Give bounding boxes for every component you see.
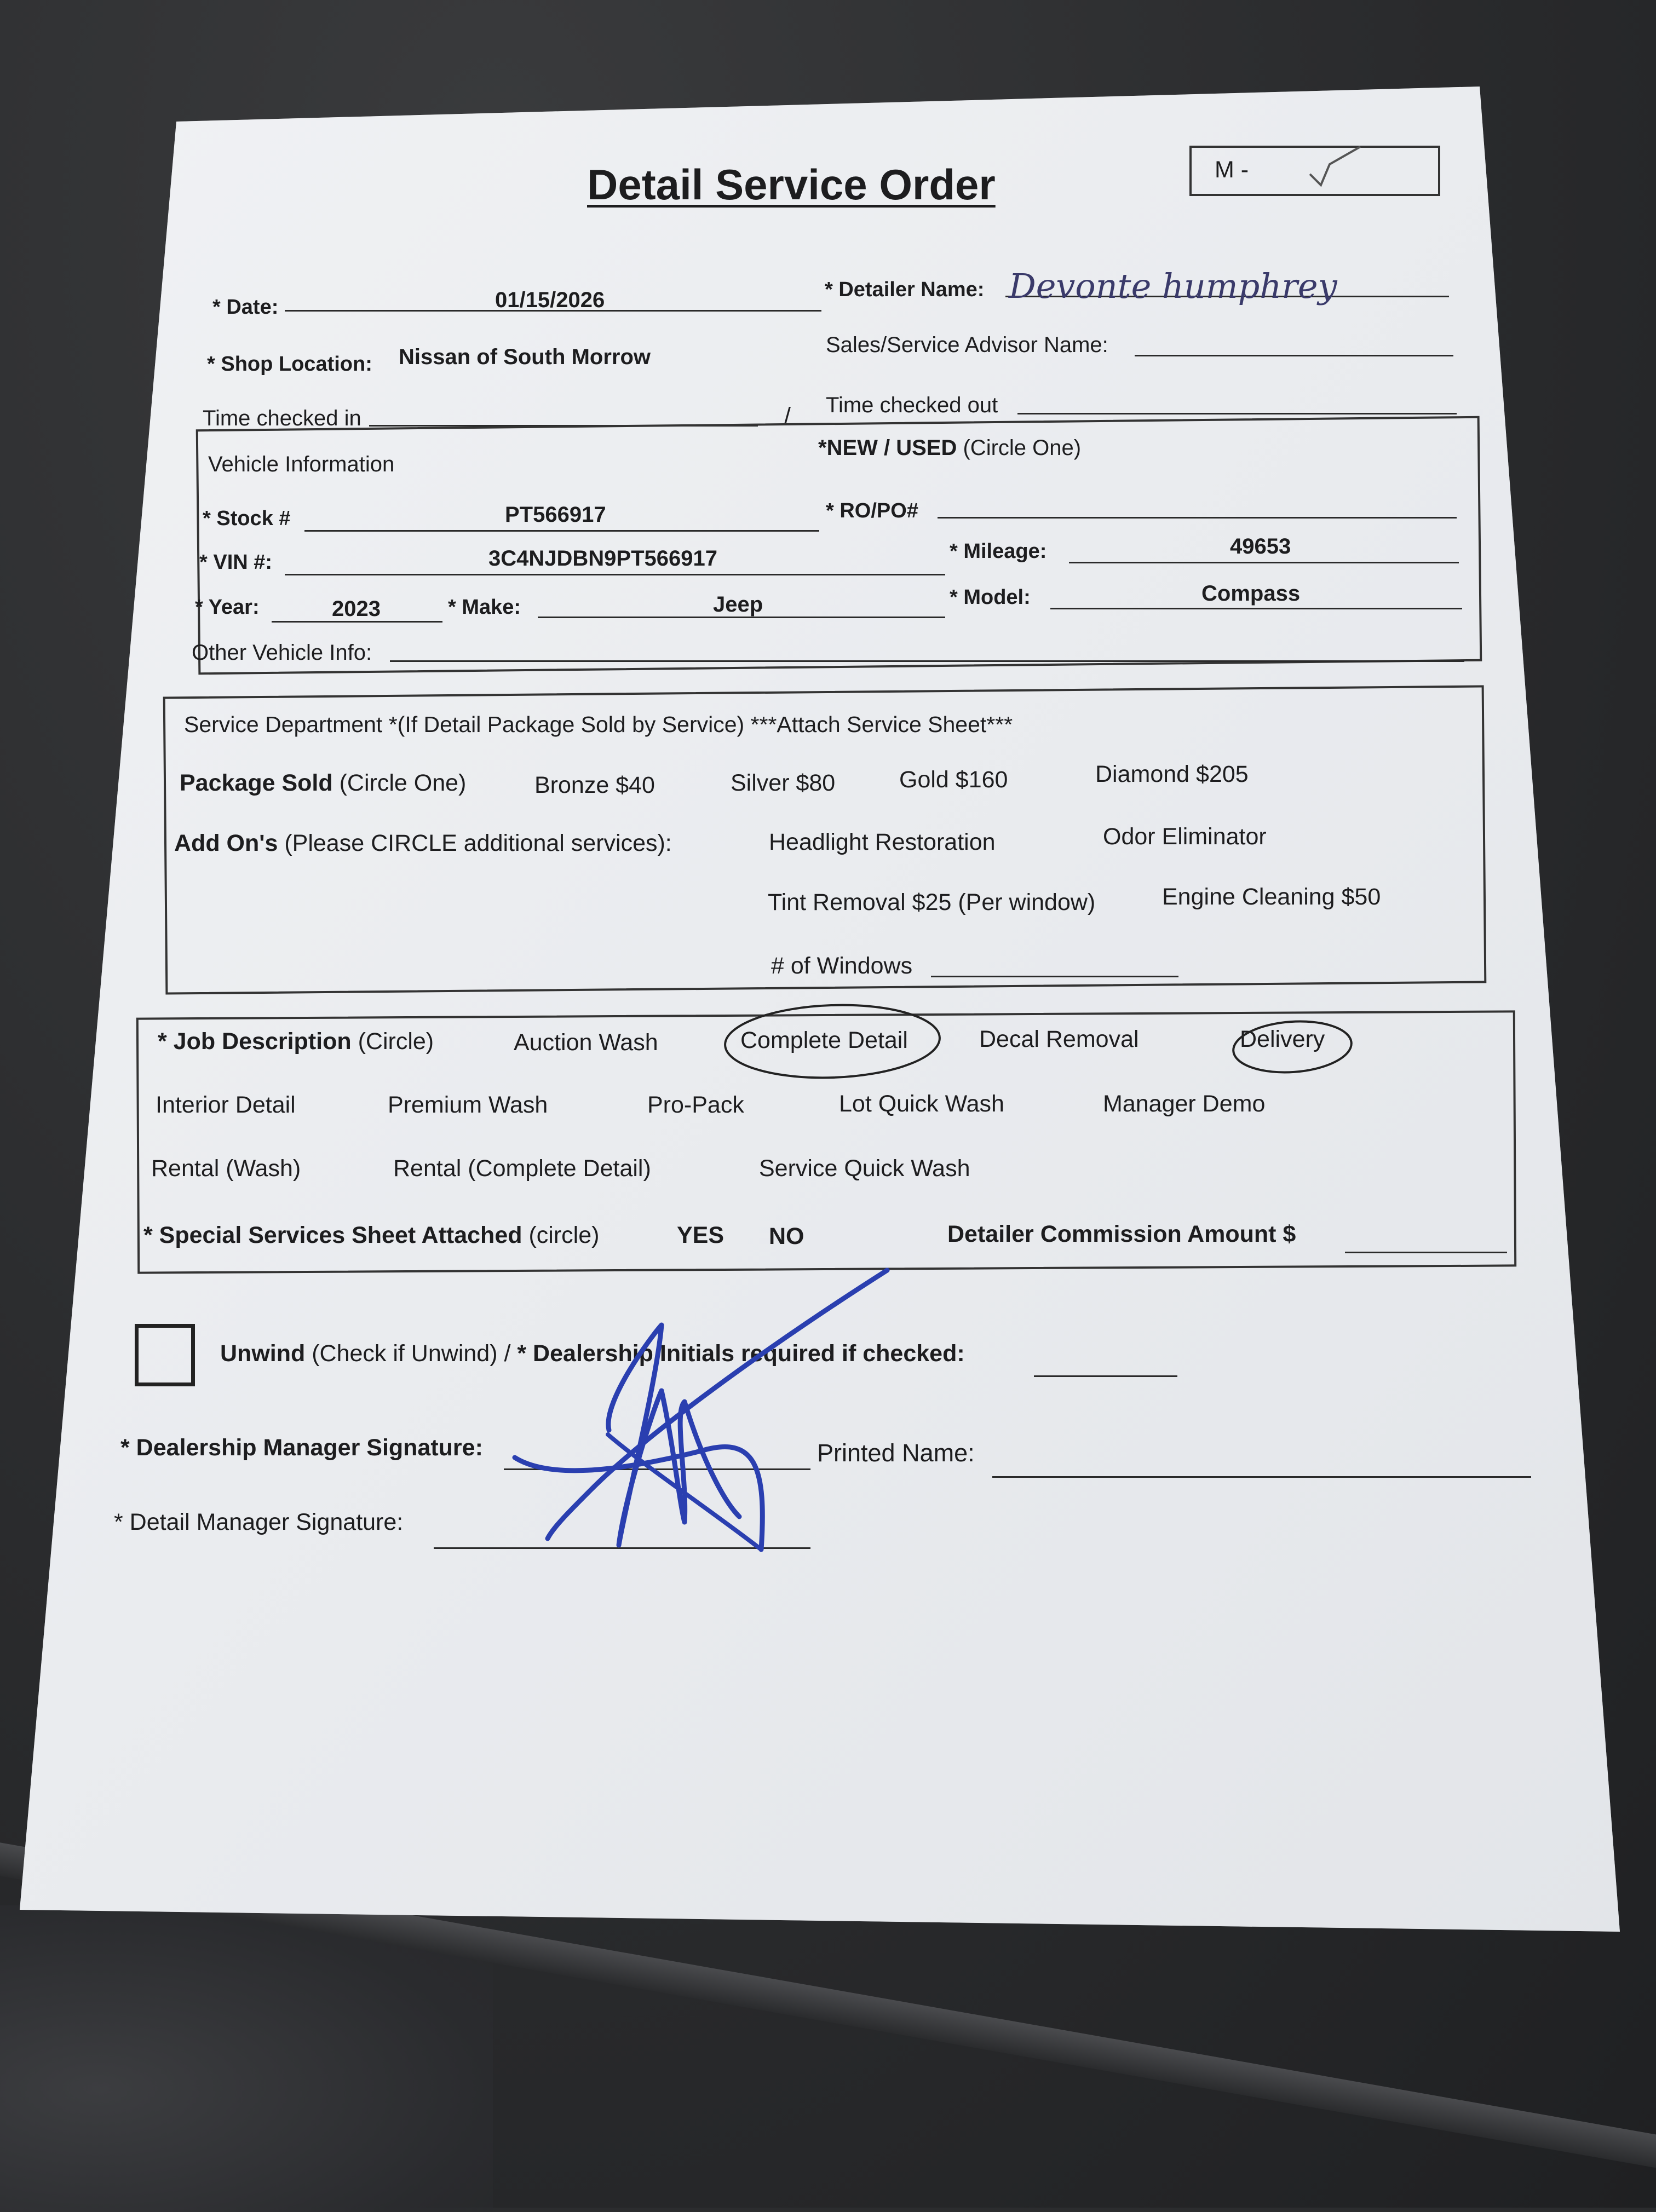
m-box-check-mark (1310, 147, 1360, 185)
other-info-label: Other Vehicle Info: (192, 641, 372, 665)
date-label: * Date: (212, 296, 279, 319)
special-services-label: * Special Services Sheet Attached (143, 1222, 522, 1248)
addon-tint-removal[interactable]: Tint Removal $25 (Per window) (768, 889, 1096, 915)
job-rental-wash[interactable]: Rental (Wash) (151, 1155, 301, 1182)
special-services-instruction: (circle) (528, 1222, 600, 1248)
shop-value[interactable]: Nissan of South Morrow (399, 345, 651, 369)
complete-detail-circle (724, 1001, 941, 1081)
service-header: Service Department *(If Detail Package Sold by Service) ***Attach Service Sheet*** (184, 712, 1013, 737)
unwind-instruction: (Check if Unwind) / (312, 1340, 518, 1367)
initials-label: * Dealership Initials required if checked: (517, 1340, 965, 1367)
model-label: * Model: (950, 586, 1031, 609)
model-value[interactable]: Compass (1201, 581, 1301, 606)
package-silver[interactable]: Silver $80 (731, 770, 836, 796)
vehicle-section-label: Vehicle Information (208, 452, 395, 476)
addon-engine-cleaning[interactable]: Engine Cleaning $50 (1162, 884, 1381, 910)
job-pro-pack[interactable]: Pro-Pack (647, 1092, 744, 1118)
detailer-value[interactable]: Devonte humphrey (1009, 266, 1337, 306)
job-description-instruction: (Circle) (358, 1028, 434, 1055)
job-decal-removal[interactable]: Decal Removal (979, 1026, 1139, 1052)
package-bronze[interactable]: Bronze $40 (534, 772, 655, 798)
package-diamond[interactable]: Diamond $205 (1095, 761, 1249, 787)
package-gold[interactable]: Gold $160 (899, 767, 1008, 793)
year-label: * Year: (195, 596, 260, 619)
delivery-circle (1232, 1018, 1353, 1076)
commission-label: Detailer Commission Amount $ (947, 1221, 1296, 1247)
windows-label: # of Windows (771, 953, 913, 979)
ro-label: * RO/PO# (826, 499, 918, 522)
signature-stroke-main (608, 1325, 739, 1545)
job-lot-quick-wash[interactable]: Lot Quick Wash (839, 1091, 1004, 1117)
addon-odor-eliminator[interactable]: Odor Eliminator (1103, 823, 1267, 850)
time-out-label: Time checked out (826, 393, 998, 417)
unwind-label: Unwind (220, 1340, 306, 1367)
addon-headlight-restoration[interactable]: Headlight Restoration (769, 829, 996, 855)
printed-name-label: Printed Name: (817, 1439, 975, 1467)
vin-value[interactable]: 3C4NJDBN9PT566917 (488, 546, 718, 571)
job-description-label: * Job Description (158, 1028, 352, 1055)
new-used-label: *NEW / USED (818, 436, 957, 460)
year-value[interactable]: 2023 (332, 597, 381, 621)
job-interior-detail[interactable]: Interior Detail (156, 1092, 296, 1118)
job-service-quick-wash[interactable]: Service Quick Wash (759, 1155, 970, 1182)
special-yes[interactable]: YES (677, 1222, 725, 1248)
mileage-label: * Mileage: (950, 540, 1047, 563)
stock-label: * Stock # (203, 507, 291, 530)
new-used-instruction: (Circle One) (963, 436, 1082, 460)
make-label: * Make: (448, 596, 521, 619)
page-title: Detail Service Order (587, 160, 996, 209)
dealership-signature-label: * Dealership Manager Signature: (120, 1435, 483, 1461)
job-complete-detail[interactable]: Complete Detail (740, 1027, 908, 1053)
special-no[interactable]: NO (769, 1223, 804, 1249)
job-rental-complete-detail[interactable]: Rental (Complete Detail) (393, 1155, 651, 1182)
signature-stroke-slash (548, 1270, 887, 1539)
stock-value[interactable]: PT566917 (505, 503, 606, 527)
job-delivery[interactable]: Delivery (1240, 1026, 1325, 1052)
shop-label: * Shop Location: (207, 353, 372, 376)
advisor-label: Sales/Service Advisor Name: (826, 333, 1108, 357)
package-sold-label: Package Sold (180, 770, 333, 796)
m-box-label: M - (1215, 157, 1249, 183)
addons-instruction: (Please CIRCLE additional services): (284, 830, 672, 856)
time-in-label: Time checked in (203, 406, 361, 430)
detail-manager-signature-label: * Detail Manager Signature: (114, 1509, 404, 1535)
addons-label: Add On's (174, 830, 278, 856)
vin-label: * VIN #: (199, 551, 273, 574)
detailer-label: * Detailer Name: (825, 278, 985, 301)
job-manager-demo[interactable]: Manager Demo (1103, 1091, 1266, 1117)
time-slash: / (784, 403, 791, 429)
package-sold-instruction: (Circle One) (339, 770, 467, 796)
make-value[interactable]: Jeep (713, 592, 763, 617)
mileage-value[interactable]: 49653 (1230, 534, 1291, 558)
job-premium-wash[interactable]: Premium Wash (388, 1092, 548, 1118)
date-value[interactable]: 01/15/2026 (495, 288, 605, 312)
job-auction-wash[interactable]: Auction Wash (514, 1029, 658, 1056)
